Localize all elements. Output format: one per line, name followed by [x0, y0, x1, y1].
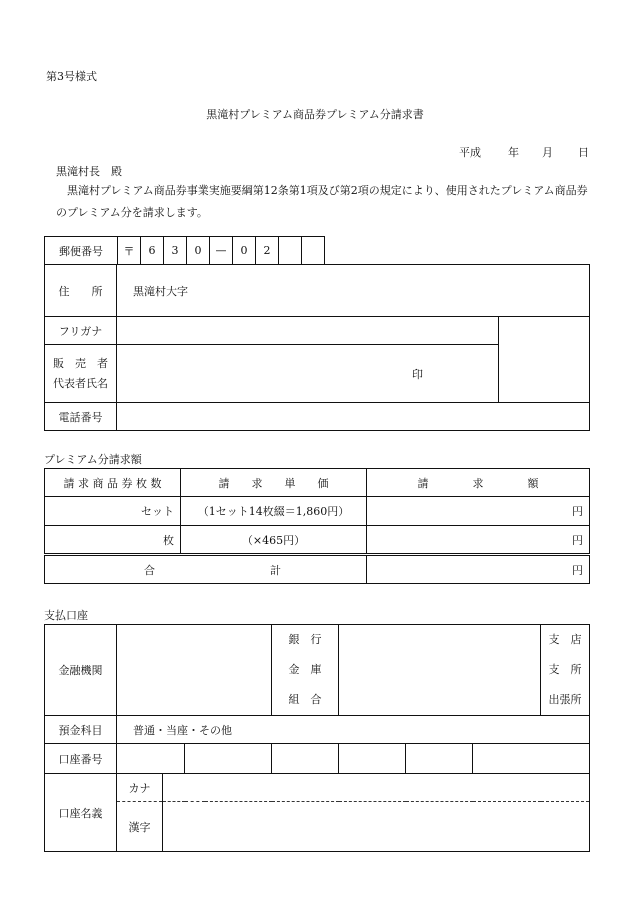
postal-digit[interactable]: 2	[256, 237, 279, 265]
sheet-unit-price: （×465円）	[181, 526, 367, 555]
sheet-quantity-field[interactable]: 枚	[45, 526, 181, 555]
branch-store: 支 店	[548, 633, 582, 646]
seller-name-label	[45, 345, 117, 403]
header-amount: 請 求 額	[367, 469, 590, 497]
branch-type	[541, 625, 590, 716]
premium-section-title: プレミアム分請求額	[44, 453, 142, 466]
type-bank: 銀 行	[288, 633, 322, 646]
holder-kanji-field[interactable]	[163, 802, 590, 852]
branch-agency: 出張所	[548, 693, 582, 706]
account-holder-label: 口座名義	[45, 774, 117, 852]
seal-mark: 印	[412, 367, 423, 381]
account-digit[interactable]	[406, 744, 473, 774]
postal-code-table	[44, 236, 325, 265]
kanji-label: 漢字	[117, 802, 163, 852]
institution-type	[272, 625, 339, 716]
phone-label: 電話番号	[45, 403, 117, 431]
account-section-title: 支払口座	[44, 609, 88, 622]
postal-separator: —	[210, 237, 233, 265]
premium-table	[44, 468, 590, 584]
institution-name-field[interactable]	[117, 625, 272, 716]
postal-code-label: 郵便番号	[45, 237, 118, 265]
set-amount-field[interactable]: 円	[367, 497, 590, 526]
postal-digit[interactable]: 6	[141, 237, 164, 265]
account-digit[interactable]	[117, 744, 185, 774]
postal-digit[interactable]: 3	[164, 237, 187, 265]
form-number: 第3号様式	[46, 70, 97, 83]
deposit-type-label: 預金科目	[45, 716, 117, 744]
account-digit[interactable]	[185, 744, 272, 774]
total-label	[45, 555, 367, 584]
addressee: 黒滝村長 殿	[56, 165, 122, 178]
furigana-field[interactable]	[117, 317, 499, 345]
seller-label-line-2: 代表者氏名	[53, 376, 108, 390]
account-table	[44, 624, 590, 852]
account-number-label: 口座番号	[45, 744, 117, 774]
seal-box	[499, 317, 590, 403]
furigana-label: フリガナ	[45, 317, 117, 345]
postal-digit[interactable]	[279, 237, 302, 265]
date-year: 年	[508, 146, 519, 159]
institution-label: 金融機関	[45, 625, 117, 716]
address-field[interactable]: 黒滝村大字	[117, 265, 590, 317]
date-day: 日	[578, 146, 589, 159]
total-amount-field[interactable]: 円	[367, 555, 590, 584]
seller-name-field[interactable]	[117, 345, 499, 403]
type-cooperative: 組 合	[288, 693, 322, 706]
phone-field[interactable]	[117, 403, 590, 431]
branch-name-field[interactable]	[339, 625, 541, 716]
request-statement: 黒滝村プレミアム商品券事業実施要綱第12条第1項及び第2項の規定により、使用されたプレミアム商品券のプレミアム分を請求します。	[56, 184, 588, 219]
postal-digit[interactable]: 0	[187, 237, 210, 265]
account-digit[interactable]	[339, 744, 406, 774]
total-label-2: 計	[270, 563, 281, 577]
total-label-1: 合	[144, 563, 155, 577]
seller-label-line-1: 販 売 者	[53, 356, 108, 370]
holder-kana-field[interactable]	[163, 774, 590, 802]
document-title: 黒滝村プレミアム商品券プレミアム分請求書	[206, 108, 424, 121]
set-quantity-field[interactable]: セット	[45, 497, 181, 526]
header-quantity: 請 求 商 品 券 枚 数	[45, 469, 181, 497]
applicant-table	[44, 264, 590, 431]
postal-digit[interactable]	[302, 237, 325, 265]
deposit-type-options[interactable]: 普通・当座・その他	[117, 716, 590, 744]
postal-mark: 〒	[118, 237, 141, 265]
type-shinkin: 金 庫	[288, 663, 322, 676]
date-line	[0, 144, 630, 158]
sheet-amount-field[interactable]: 円	[367, 526, 590, 555]
account-digit[interactable]	[272, 744, 339, 774]
date-era: 平成	[459, 146, 481, 159]
account-digit[interactable]	[473, 744, 590, 774]
date-month: 月	[542, 146, 553, 159]
address-label: 住 所	[45, 265, 117, 317]
branch-office: 支 所	[548, 663, 582, 676]
set-unit-price: （1セット14枚綴＝1,860円）	[181, 497, 367, 526]
kana-label: カナ	[117, 774, 163, 802]
postal-digit[interactable]: 0	[233, 237, 256, 265]
header-unit-price: 請 求 単 価	[181, 469, 367, 497]
